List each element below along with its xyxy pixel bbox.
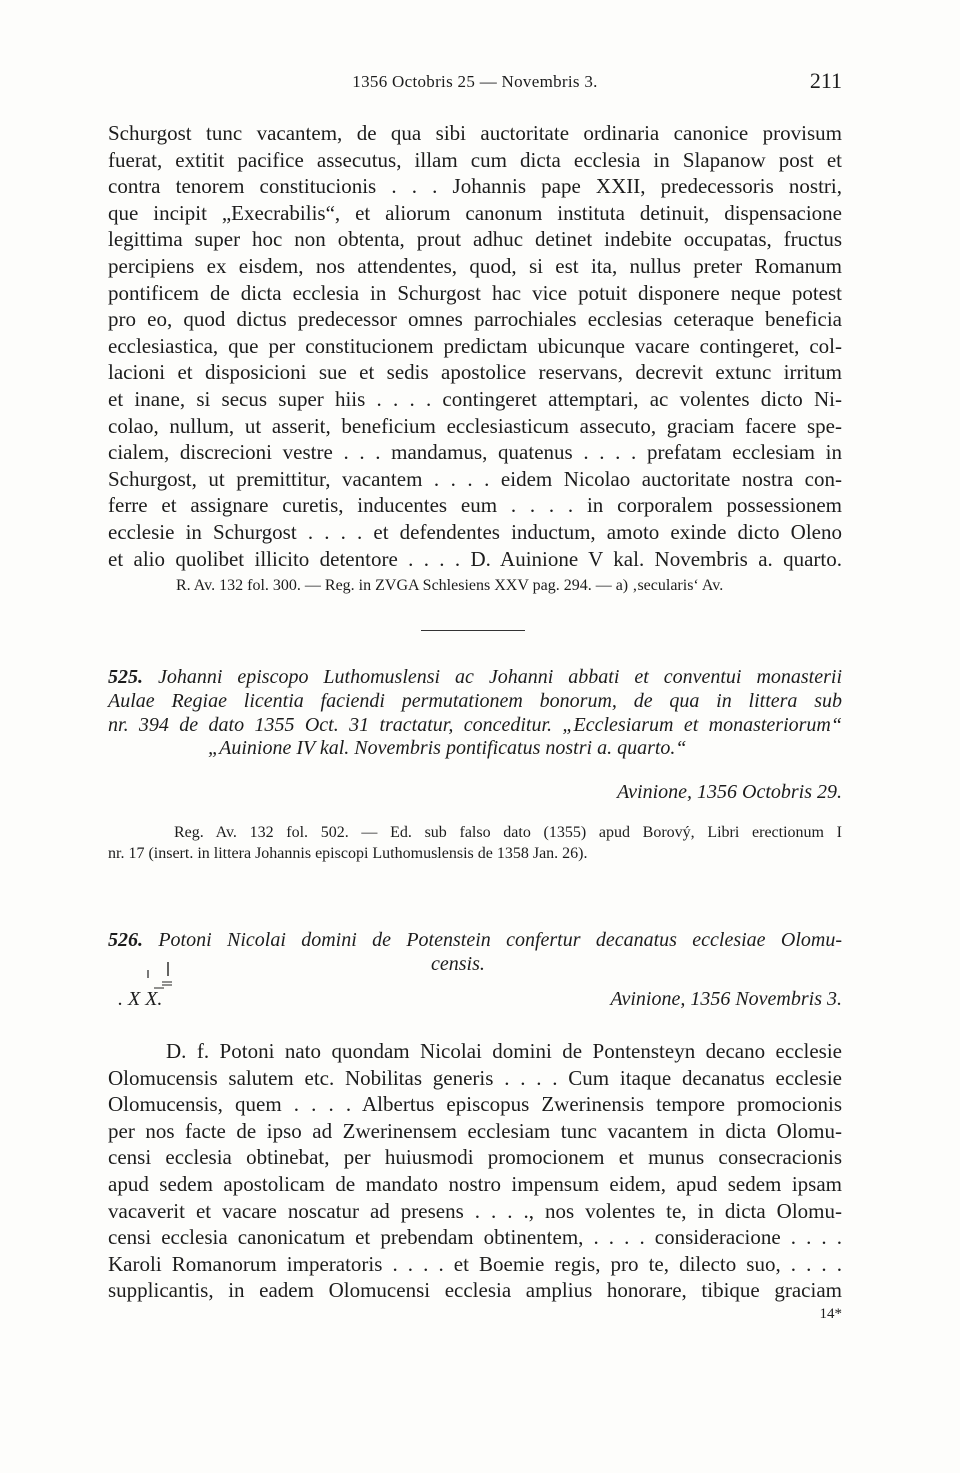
regest-525-title: [108, 666, 842, 761]
title-line: [108, 929, 842, 953]
text-line: D. f. Potoni nato quondam Nicolai domini de Pontensteyn decano ecclesie: [166, 1039, 842, 1063]
text-line: Olomucensis salutem etc. Nobilitas generis . . . . Cum itaque decanatus ecclesie: [108, 1065, 842, 1090]
text-line: lacioni et disposicioni sue et sedis apostolice reservans, decrevit extunc irritum: [108, 360, 842, 385]
regest-525-source: [108, 822, 842, 864]
text-line: censi ecclesia obtinebat, per huiusmodi promocionem et munus consecracionis: [108, 1145, 842, 1170]
text-line: et alio quolibet illicito detentore . . . . D. Auinione V kal. Novembris a. quarto.: [108, 546, 842, 571]
stroke-marks-icon: [144, 958, 174, 992]
sheet-signature: 14*: [819, 1306, 842, 1322]
text-line: fuerat, extitit pacifice assecutus, illam cum dicta ecclesia in Slapanow post et: [108, 147, 842, 172]
text-line: pro eo, quod dictus predecessor omnes parrochiales ecclesias ceteraque beneficia: [108, 307, 842, 332]
text-line: ferre et assignare curetis, inducentes eum . . . . in corporalem possessionem: [108, 493, 842, 518]
title-line: Aulae Regiae licentia faciendi permutationem bonorum, de qua in littera sub: [108, 689, 842, 712]
text-line: Olomucensis, quem . . . . Albertus episcopus Zwerinensis tempore promocionis: [108, 1092, 842, 1117]
text-line: contra tenorem constitucionis . . . Johannis pape XXII, predecessoris nostri,: [108, 174, 842, 199]
text-line: colao, nullum, ut asserit, beneficium ecclesiasticum assecuto, graciam facere spe-: [108, 413, 842, 438]
title-line: censis.: [431, 952, 485, 975]
text-line: cialem, discrecioni vestre . . . mandamus, quatenus . . . . prefatam ecclesiam in: [108, 440, 842, 465]
marginal-strokes: [144, 958, 174, 992]
source-note: R. Av. 132 fol. 300. — Reg. in ZVGA Schlesiens XXV pag. 294. — a) ‚secularis‘ Av.: [176, 577, 724, 594]
title-text: Johanni episcopo Luthomuslensi ac Johanni abbati et conventui monasterii: [157, 666, 843, 688]
regest-525-date: Avinione, 1356 Octobris 29.: [617, 781, 842, 803]
text-line: vacaverit et vacare noscatur ad presens . . . ., nos volentes te, in dicta Olomu-: [108, 1198, 842, 1223]
text-line: et inane, si secus super hiis . . . . contingeret attemptari, ac volentes dicto Ni-: [108, 386, 842, 411]
text-line: Karoli Romanorum imperatoris . . . . et Boemie regis, pro te, dilecto suo, . . . .: [108, 1251, 842, 1276]
source-line: nr. 17 (insert. in littera Johannis episcopi Luthomuslensis de 1358 Jan. 26).: [108, 845, 588, 862]
page-header: [108, 64, 842, 94]
text-line: per nos facte de ipso ad Zwerinensem ecclesiam tunc vacantem in dicta Olomu-: [108, 1118, 842, 1143]
text-line: apud sedem apostolicam de mandato nostro impensum eidem, apud sedem ipsam: [108, 1171, 842, 1196]
text-line: pontificem de dicta ecclesia in Schurgost hac vice potuit disponere neque potest: [108, 280, 842, 305]
title-line: [108, 666, 842, 690]
title-line: nr. 394 de dato 1355 Oct. 31 tractatur, conceditur. „Ecclesiarum et monasteriorum“: [108, 713, 842, 736]
entry-526-text: [108, 1038, 842, 1304]
text-line: supplicantis, in eadem Olomucensi ecclesia amplius honorare, tibique graciam: [108, 1278, 842, 1303]
text-line: ecclesie in Schurgost . . . . et defendentes inductum, amoto exinde dicto Oleno: [108, 519, 842, 544]
entry-number: 526.: [108, 929, 143, 951]
text-line: censi ecclesia canonicatum et prebendam obtinentem, . . . . consideracione . . . .: [108, 1225, 842, 1250]
text-line: Schurgost, ut premittitur, vacantem . . . . eidem Nicolao auctoritate nostra con-: [108, 466, 842, 491]
title-text: Potoni Nicolai domini de Potenstein confertur decanatus ecclesiae Olomu-: [158, 929, 842, 951]
text-line: legittima super hoc non obtenta, prout adhuc detinet indebite occupatas, fructus: [108, 227, 842, 252]
text-line: ecclesiastica, que per constitucionem predictam ubicunque vacare contingeret, col-: [108, 333, 842, 358]
section-divider: [421, 630, 525, 631]
text-line: percipiens ex eisdem, nos attendentes, quod, si est ita, nullus preter Romanum: [108, 253, 842, 278]
previous-entry-text: [108, 120, 842, 572]
regest-526-date: Avinione, 1356 Novembris 3.: [610, 988, 842, 1010]
source-line: Reg. Av. 132 fol. 502. — Ed. sub falso dato (1355) apud Borový, Libri erectionum I: [174, 824, 842, 841]
regest-526-title: [108, 929, 842, 977]
marginal-mark: . X X.: [118, 988, 163, 1010]
title-line: „Auinione IV kal. Novembris pontificatus nostri a. quarto.“: [208, 737, 687, 760]
page-number: 211: [809, 68, 842, 93]
entry-number: 525.: [108, 666, 143, 688]
text-line: Schurgost tunc vacantem, de qua sibi auctoritate ordinaria canonice provisum: [108, 121, 842, 145]
text-line: que incipit „Execrabilis“, et aliorum canonum instituta detinuit, dispensacione: [108, 200, 842, 225]
running-title: 1356 Octobris 25 — Novembris 3.: [352, 72, 598, 91]
